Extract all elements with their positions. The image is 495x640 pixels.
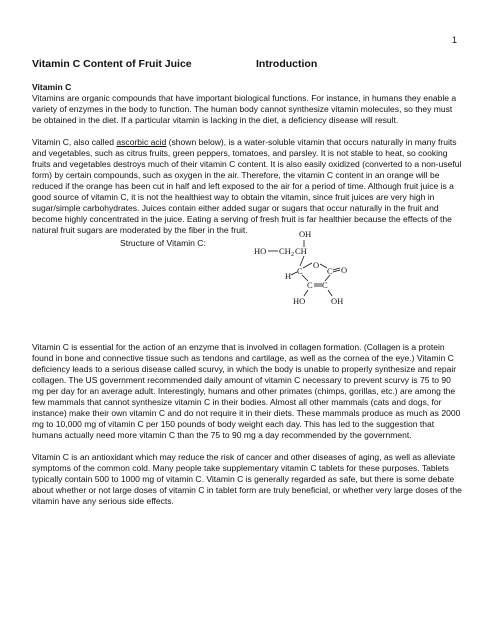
structure-label: Structure of Vitamin C: [120,238,206,248]
document-body [32,82,464,518]
bond [300,256,304,266]
atom-o-carbonyl: O [341,265,348,275]
paragraph-ascorbic-acid [32,137,464,236]
title-text: Vitamin C Content of Fruit Juice [32,58,192,70]
atom-oh-bottom: OH [331,296,344,306]
paragraph-vitamins: Vitamins are organic compounds that have important biological functions. For instance, in humans they enable a variety of enzymes in the body to function. The human body cannot synthesize vitamin molecules, so they must be obtained in the diet. If a particular vitamin is lacking in the diet, a deficiency disease will result. [32,93,457,125]
bond [303,263,312,268]
atom-ch: CH [295,246,307,256]
bond [333,270,340,272]
document-title [32,58,472,70]
atom-o-ring: O [313,260,320,270]
atom-c4: C [322,280,328,290]
atom-h: H [285,271,292,281]
paragraph-collagen: Vitamin C is essential for the action of an enzyme that is involved in collagen formation. (Collagen is a protein found in bone and connective tissue such as tendons and cartilage, as well as the cornea of the eye.) Vitamin C deficiency leads to a serious disease called scurvy, in which the body is unable to properly synthesize and repair collagen. The US government recommended daily amount of vitamin C necessary to prevent scurvy is 75 to 90 mg per day for an average adult. Interestingly, humans and other primates (chimps, gorillas, etc.) are among the few mammals that cannot synthesize vitamin C in their bodies. Almost all other mammals (cats and dogs, for instance) make their own vitamin C and do not require it in their diets. These mammals produce as much as 2000 mg to 10,000 mg of vitamin C per 150 pounds of body weight each day. This has led to the suggestion that humans actually need more vitamin C than the 75 to 90 mg a day recommended by the government. [32,342,461,440]
atom-ho-left: HO [254,246,267,256]
atom-c3: C [307,280,313,290]
structure-diagram [252,230,372,330]
bond [320,264,327,268]
page-number: 1 [452,35,458,45]
paragraph-text: Vitamin C, also called [32,137,117,147]
section-title-introduction: Introduction [256,58,318,70]
ascorbic-acid-link[interactable]: ascorbic acid [116,137,167,147]
atom-c2: C [327,266,333,276]
vitamin-c-structure [32,229,464,334]
paragraph-antioxidant: Vitamin C is an antioxidant which may reduce the risk of cancer and other diseases of aging, as well as alleviate symptoms of the common cold. Many people take supplementary vitamin C tablets for these purposes. Tablets typically contain 500 to 1000 mg of vitamin C. Vitamin C is generally regarded as safe, but there is some debate about whether or not large doses of vitamin C in tablet form are truly beneficial, or whether very large doses of the vitamin have any serious side effects. [32,452,462,506]
atom-ch2: CH [279,246,291,256]
atom-ch2-subscript: 2 [291,252,294,258]
atom-c1: C [297,266,303,276]
paragraph-text: (shown below), is a water-soluble vitamin that occurs naturally in many fruits and vegetables, such as citrus fruits, green peppers, tomatoes, and parsley. It is not stable to heat, so cooking fruits and vegetables destroys much of their vitamin C content. It is also easily oxidized (converted to a non-useful form) by certain compounds, such as oxygen in the air. Therefore, the vitamin C content in an orange will be reduced if the orange has been cut in half and left exposed to the air for a period of time. Although fruit juice is a good source of vitamin C, it is not the healthiest way to obtain the vitamin, since fruit juices are very high in sugar/simple carbohydrates. Juices contain either added sugar or sugars that occur naturally in the fruit and become highly concentrated in the juice. Eating a serving of fresh fruit is far healthier because the effects of the natural fruit sugars are moderated by the fiber in the fruit. [32,137,462,235]
section-heading-vitamin-c: Vitamin C [32,82,72,92]
atom-ho-bottom: HO [293,296,306,306]
bond [333,268,340,270]
atom-oh-top: OH [299,229,312,239]
